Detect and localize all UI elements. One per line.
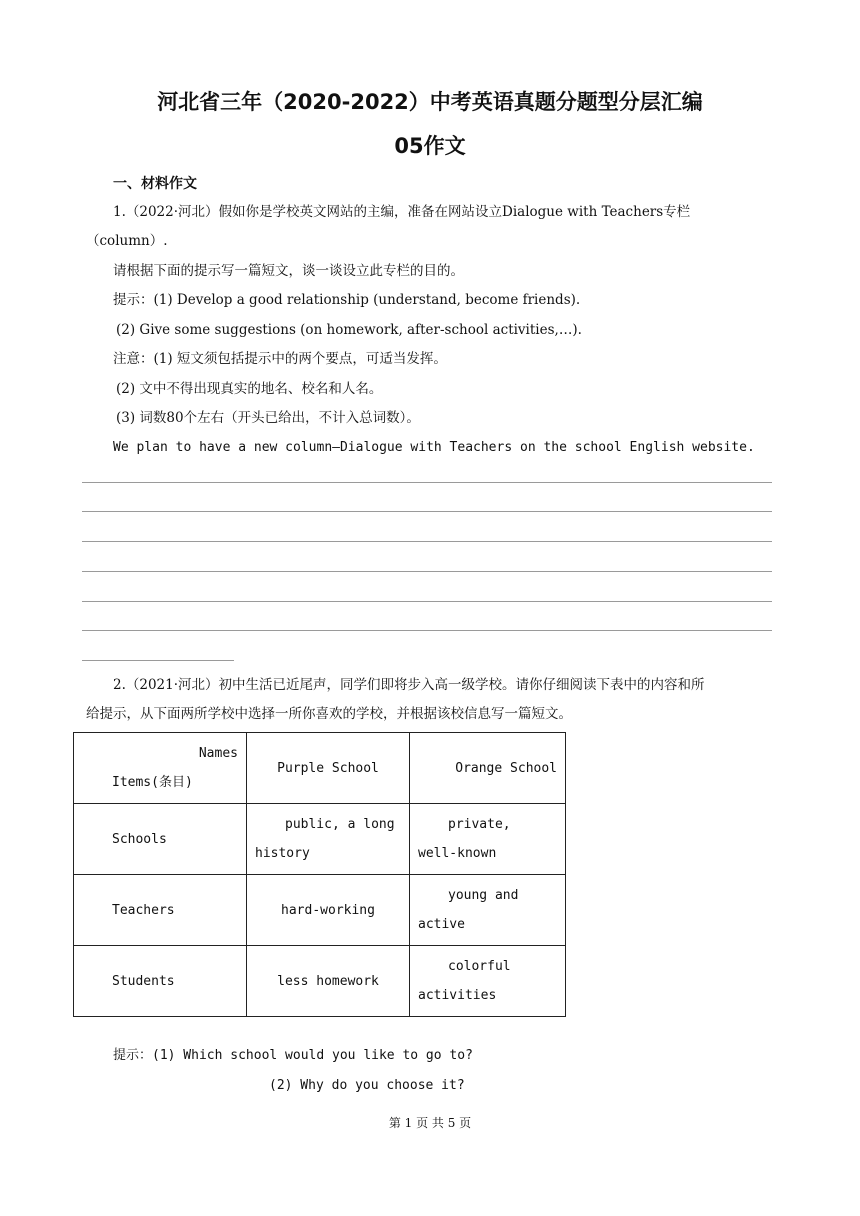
row-label: Schools: [74, 804, 247, 875]
cell-text: private,: [448, 817, 511, 832]
answer-line: [82, 482, 772, 483]
table-header-row: [74, 733, 566, 804]
q2-line-2: 给提示，从下面两所学校中选择一所你喜欢的学校，并根据该校信息写一篇短文。: [86, 706, 572, 722]
table-cell: less homework: [247, 946, 410, 1017]
q1-line-4: 提示：(1) Develop a good relationship (understand, become friends).: [113, 292, 581, 308]
header-corner-cell: [74, 733, 247, 804]
cell-text: young and: [448, 888, 519, 903]
q1-line-7: (2) 文中不得出现真实的地名、校名和人名。: [116, 381, 383, 397]
table-row: [74, 946, 566, 1017]
q1-line-2: （column）.: [86, 233, 168, 249]
header-names: Names: [198, 746, 238, 761]
document-subtitle: 05作文: [394, 134, 466, 158]
document-title: 河北省三年（2020-2022）中考英语真题分题型分层汇编: [157, 90, 703, 114]
table-cell: [410, 946, 566, 1017]
answer-line: [82, 630, 772, 631]
q1-line-6: 注意：(1) 短文须包括提示中的两个要点，可适当发挥。: [113, 351, 447, 367]
table-row: [74, 875, 566, 946]
cell-text: public, a long: [285, 817, 395, 832]
cell-text: history: [255, 846, 310, 861]
answer-line: [82, 571, 772, 572]
table-cell: [247, 804, 410, 875]
table-cell: [410, 875, 566, 946]
row-label: Teachers: [74, 875, 247, 946]
school-comparison-table: [73, 732, 566, 1017]
header-orange-school: Orange School: [410, 733, 566, 804]
cell-text: well-known: [418, 846, 497, 861]
q1-line-3: 请根据下面的提示写一篇短文，谈一谈设立此专栏的目的。: [113, 263, 464, 279]
section-heading: 一、材料作文: [113, 176, 197, 192]
cell-text: activities: [418, 988, 497, 1003]
table-cell: hard-working: [247, 875, 410, 946]
q2-hint-2: (2) Why do you choose it?: [269, 1078, 465, 1093]
q2-hint-1: 提示：(1) Which school would you like to go to?: [113, 1048, 473, 1063]
q1-line-1: 1.（2022·河北）假如你是学校英文网站的主编，准备在网站设立Dialogue with Teachers专栏: [113, 204, 691, 220]
answer-line: [82, 601, 772, 602]
answer-line: [82, 511, 772, 512]
q1-essay-opening: We plan to have a new column—Dialogue with Teachers on the school English website.: [113, 440, 755, 455]
page-footer: 第 1 页 共 5 页: [388, 1116, 472, 1130]
header-purple-school: Purple School: [247, 733, 410, 804]
q1-line-5: (2) Give some suggestions (on homework, after-school activities,…).: [116, 322, 582, 338]
table-row: [74, 804, 566, 875]
answer-line: [82, 541, 772, 542]
table-cell: [410, 804, 566, 875]
q1-line-8: (3) 词数80个左右（开头已给出，不计入总词数）。: [116, 410, 420, 426]
cell-text: colorful: [448, 959, 511, 974]
q2-line-1: 2.（2021·河北）初中生活已近尾声，同学们即将步入高一级学校。请你仔细阅读下表中的内容和所: [113, 677, 705, 693]
row-label: Students: [74, 946, 247, 1017]
cell-text: active: [418, 917, 465, 932]
answer-line-short: [82, 660, 234, 661]
header-items: Items(条目): [112, 775, 193, 790]
